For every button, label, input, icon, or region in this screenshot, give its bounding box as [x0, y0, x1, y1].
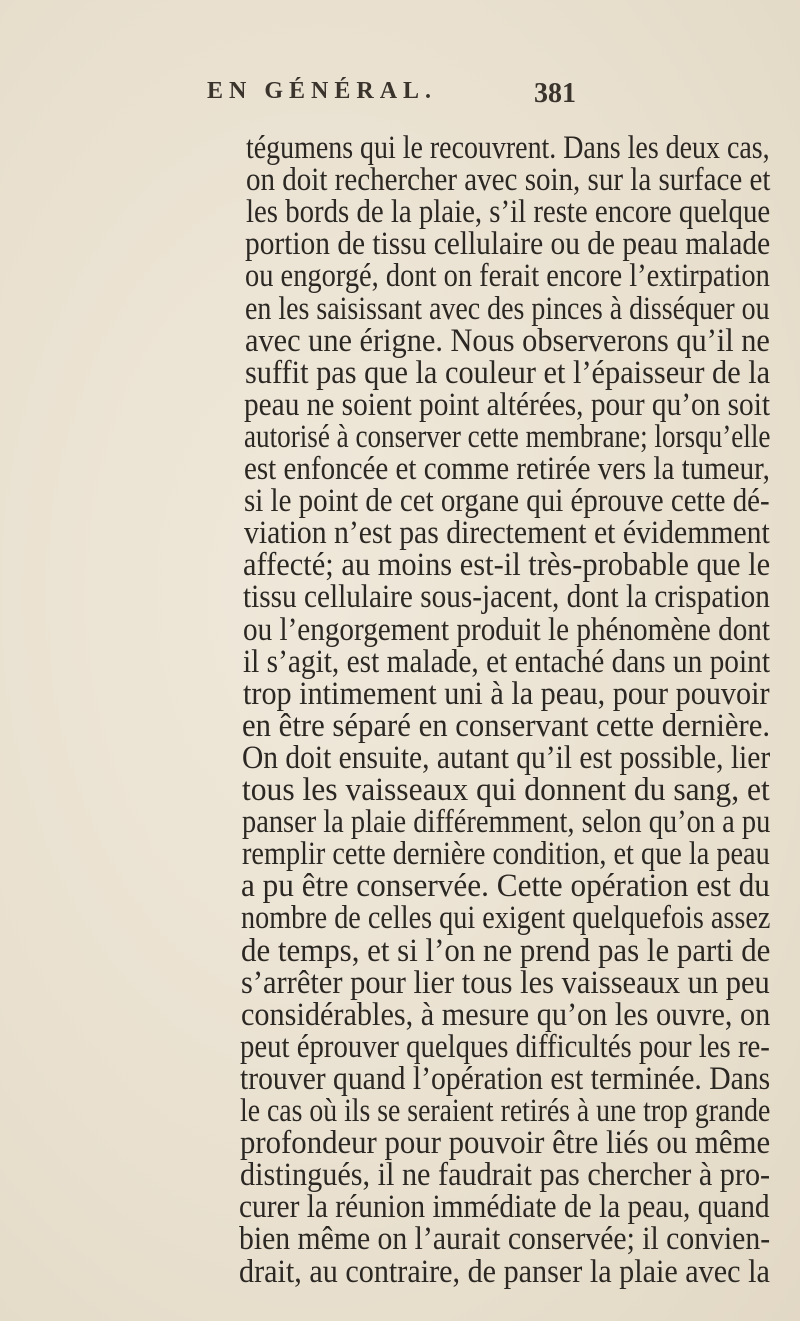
- text-line: s’arrêter pour lier tous les vaisseaux un peu: [241, 964, 770, 1001]
- text-line: bien même on l’aurait conservée; il convien-: [239, 1221, 771, 1258]
- text-line: drait, au contraire, de panser la plaie avec la: [239, 1253, 770, 1290]
- text-line: en être séparé en conservant cette dernière.: [242, 707, 771, 744]
- page-number: 381: [534, 78, 576, 109]
- text-line: viation n’est pas directement et évidemment: [244, 515, 770, 552]
- text-line: le cas où ils se seraient retirés à une trop grande: [240, 1093, 771, 1129]
- text-line: on doit rechercher avec soin, sur la surface et: [246, 162, 771, 199]
- text-line: portion de tissu cellulaire ou de peau malade: [245, 226, 771, 263]
- text-line: tégumens qui le recouvrent. Dans les deux cas,: [246, 130, 770, 166]
- text-line: peau ne soient point altérées, pour qu’on soit: [244, 386, 771, 423]
- text-line: nombre de celles qui exigent quelquefois assez: [241, 900, 771, 937]
- text-line: remplir cette dernière condition, et que la peau: [242, 836, 770, 873]
- text-line: curer la réunion immédiate de la peau, quand: [239, 1189, 770, 1226]
- text-line: panser la plaie différemment, selon qu’on a pu: [242, 804, 771, 841]
- text-line: il s’agit, est malade, et entaché dans un point: [243, 643, 770, 680]
- text-line: affecté; au moins est-il très-probable que le: [243, 547, 771, 584]
- running-head: [207, 78, 767, 118]
- text-line: On doit ensuite, autant qu’il est possible, lier: [242, 739, 771, 776]
- text-line: si le point de cet organe qui éprouve cette dé-: [244, 483, 770, 520]
- text-line: autorisé à conserver cette membrane; lorsqu’elle: [244, 418, 771, 455]
- text-line: trop intimement uni à la peau, pour pouvoir: [243, 675, 770, 712]
- text-line: de temps, et si l’on ne prend pas le parti de: [241, 932, 771, 969]
- text-line: ou engorgé, dont on ferait encore l’extirpation: [245, 258, 770, 295]
- text-line: avec une érigne. Nous observerons qu’il ne: [245, 322, 770, 359]
- text-line: profondeur pour pouvoir être liés ou même: [240, 1125, 771, 1162]
- text-line: suffit pas que la couleur et l’épaisseur de la: [245, 354, 771, 391]
- text-line: est enfoncée et comme retirée vers la tumeur,: [244, 451, 770, 487]
- text-line: peut éprouver quelques difficultés pour les re-: [240, 1028, 770, 1065]
- text-line: trouver quand l’opération est terminée. Dans: [240, 1060, 771, 1097]
- text-line: les bords de la plaie, s’il reste encore quelque: [246, 194, 771, 231]
- text-line: a pu être conservée. Cette opération est du: [241, 868, 770, 905]
- text-line: tous les vaisseaux qui donnent du sang, et: [242, 772, 770, 808]
- text-line: en les saisissant avec des pinces à disséquer ou: [245, 290, 770, 327]
- text-line: considérables, à mesure qu’on les ouvre, on: [241, 996, 771, 1033]
- text-line: tissu cellulaire sous-jacent, dont la crispation: [243, 579, 770, 616]
- running-title: EN GÉNÉRAL.: [207, 78, 438, 104]
- text-line: ou l’engorgement produit le phénomène dont: [243, 611, 770, 648]
- text-line: distingués, il ne faudrait pas chercher à pro-: [240, 1157, 771, 1194]
